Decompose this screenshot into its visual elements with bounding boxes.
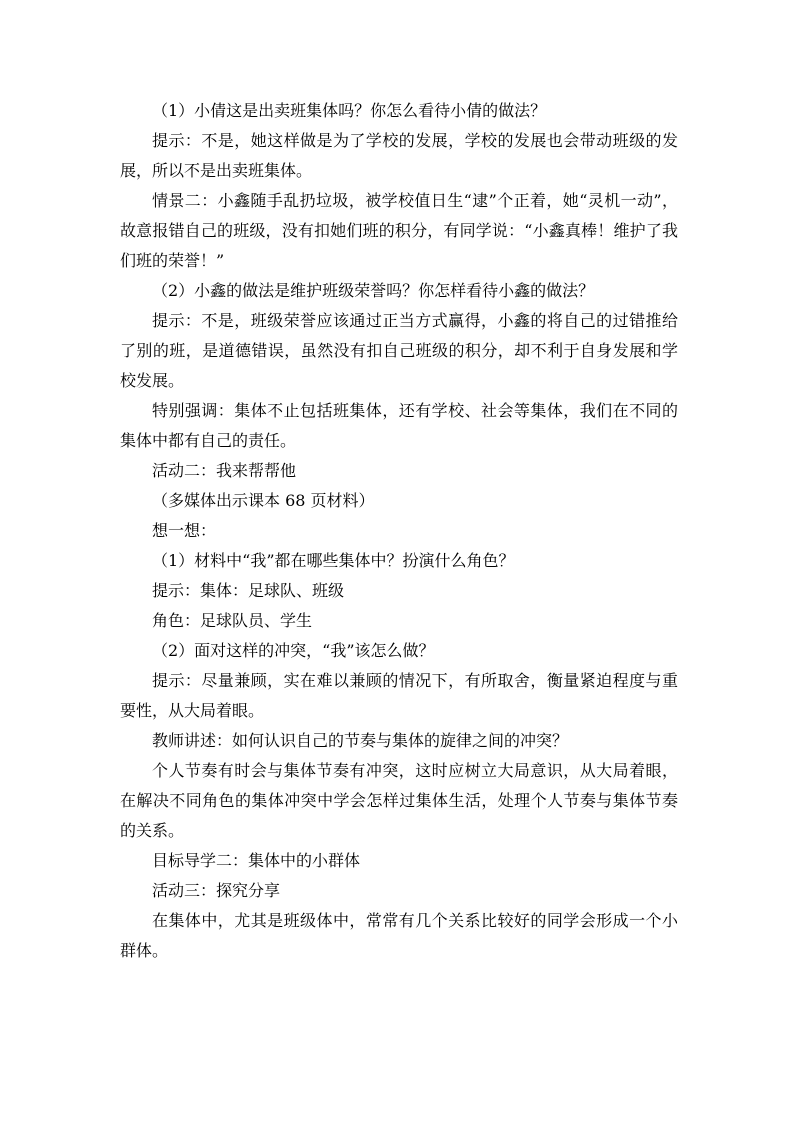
emphasis-paragraph: 特别强调：集体不止包括班集体，还有学校、社会等集体，我们在不同的集体中都有自己的责任。 — [120, 401, 678, 450]
question-1-paragraph: （1）小倩这是出卖班集体吗？你怎么看待小倩的做法？ — [152, 101, 547, 120]
objective-2-heading: 目标导学二：集体中的小群体 — [152, 851, 361, 870]
group-paragraph: 在集体中，尤其是班级体中，常常有几个关系比较好的同学会形成一个小群体。 — [120, 911, 678, 960]
question-2-paragraph: （2）面对这样的冲突，“我”该怎么做？ — [152, 641, 435, 660]
material-note: （多媒体出示课本 68 页材料） — [152, 491, 375, 510]
question-1-paragraph: （1）材料中“我”都在哪些集体中？扮演什么角色？ — [152, 551, 515, 570]
explanation-paragraph: 个人节奏有时会与集体节奏有冲突，这时应树立大局意识，从大局着眼，在解决不同角色的集体冲突中学会怎样过集体生活，处理个人节奏与集体节奏的关系。 — [120, 761, 678, 840]
teacher-note-paragraph: 教师讲述：如何认识自己的节奏与集体的旋律之间的冲突？ — [152, 731, 569, 750]
document-body — [120, 96, 678, 966]
hint-paragraph: 提示：不是，班级荣誉应该通过正当方式赢得，小鑫的将自己的过错推给了别的班，是道德错误，虽然没有扣自己班级的积分，却不利于自身发展和学校发展。 — [120, 311, 678, 390]
hint-paragraph: 提示：不是，她这样做是为了学校的发展，学校的发展也会带动班级的发展，所以不是出卖班集体。 — [120, 131, 678, 180]
hint-paragraph: 提示：尽量兼顾，实在难以兼顾的情况下，有所取舍，衡量紧迫程度与重要性，从大局着眼。 — [120, 671, 678, 720]
role-paragraph: 角色：足球队员、学生 — [152, 611, 313, 630]
question-2-paragraph: （2）小鑫的做法是维护班级荣誉吗？你怎样看待小鑫的做法？ — [152, 281, 595, 300]
activity-2-heading: 活动二：我来帮帮他 — [152, 461, 297, 480]
hint-paragraph: 提示：集体：足球队、班级 — [152, 581, 345, 600]
scenario-2-paragraph: 情景二：小鑫随手乱扔垃圾，被学校值日生“逮”个正着，她“灵机一动”，故意报错自己的班级，没有扣她们班的积分，有同学说：“小鑫真棒！维护了我们班的荣誉！” — [120, 191, 678, 270]
activity-3-heading: 活动三：探究分享 — [152, 881, 281, 900]
think-heading: 想一想： — [152, 521, 217, 540]
